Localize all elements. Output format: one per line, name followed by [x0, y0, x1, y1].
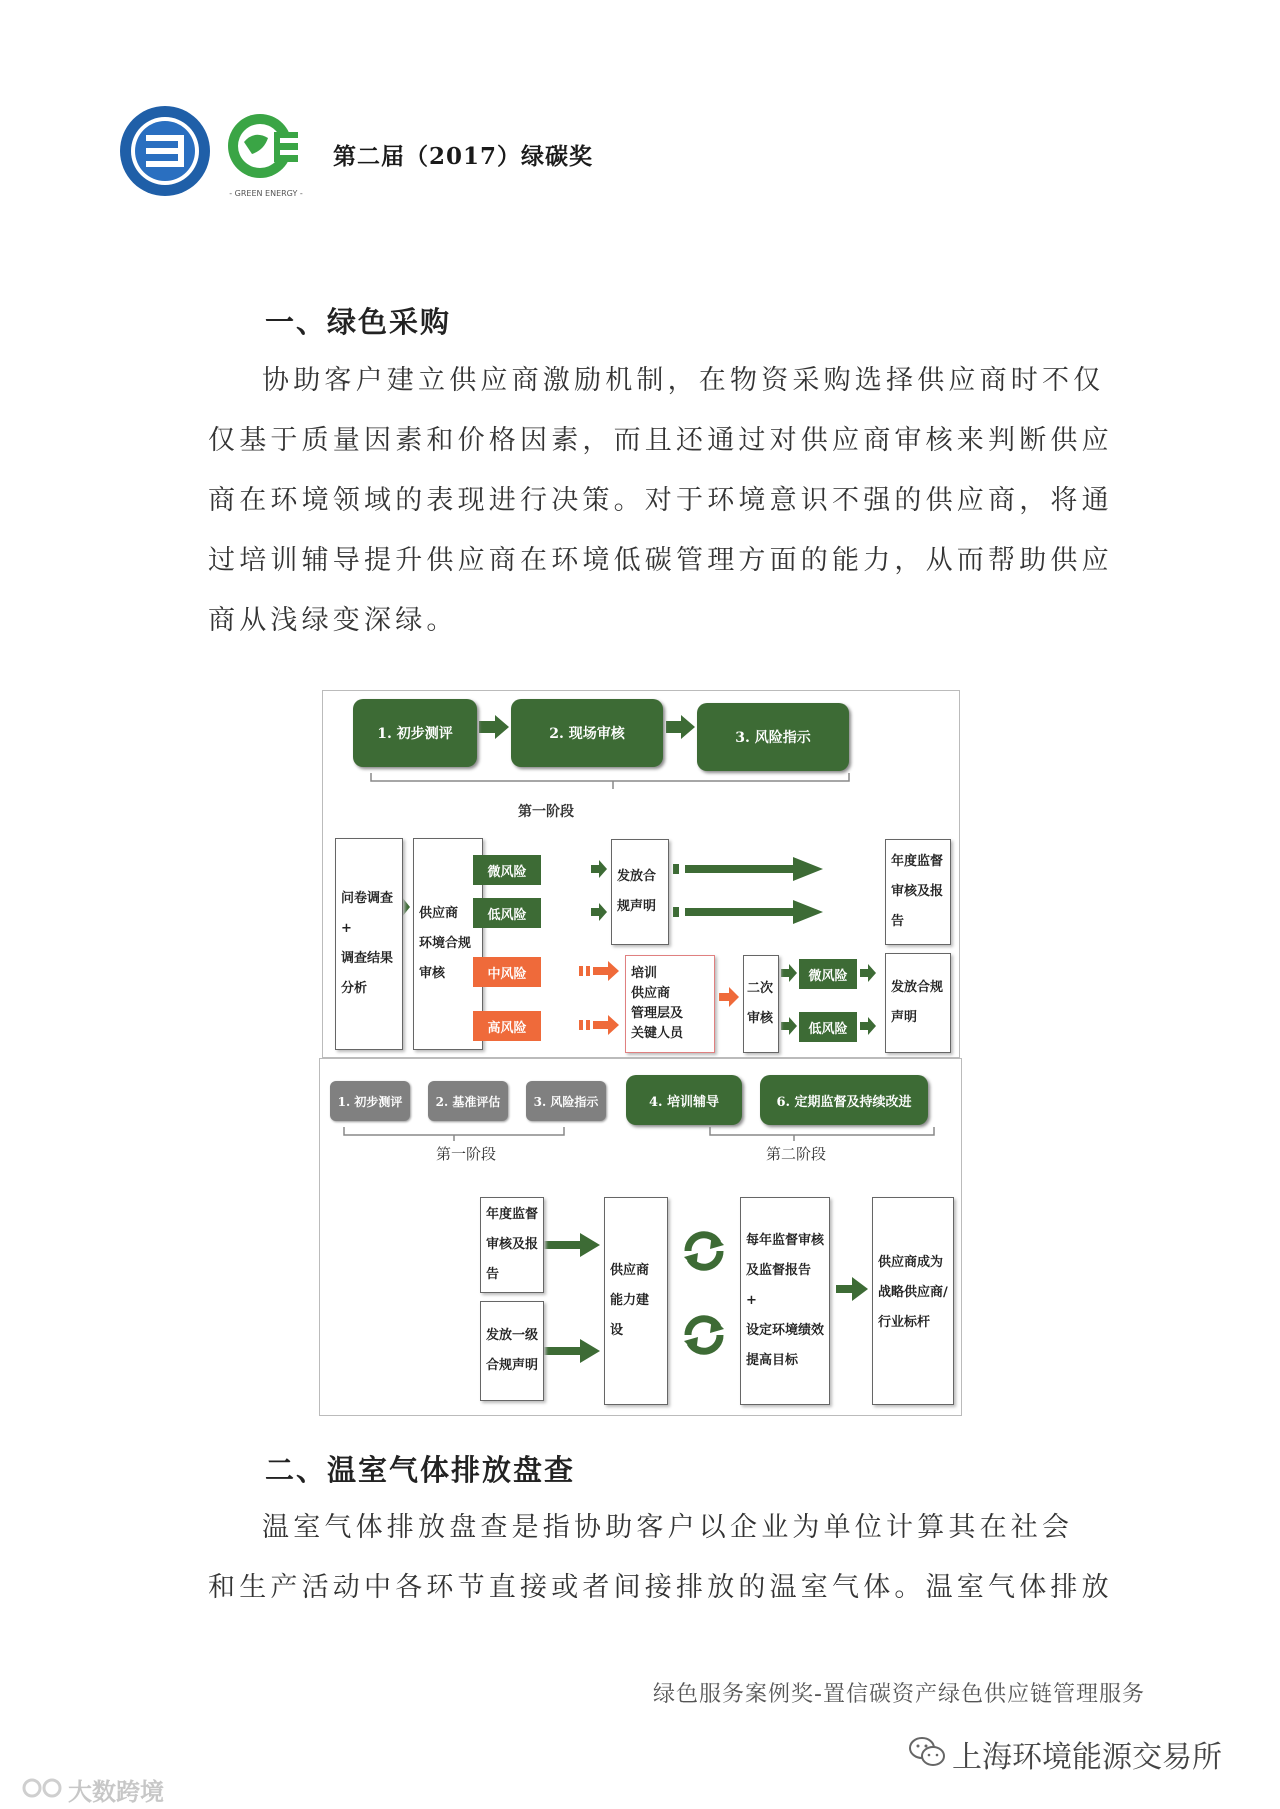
- para1-line: 商从浅绿变深绿。: [208, 605, 458, 636]
- header-title: 第二届（2017）绿碳奖: [333, 143, 594, 170]
- logo2-caption: - GREEN ENERGY -: [229, 189, 303, 198]
- flow2-yearly-report-text: 每年监督审核 及监督报告 + 设定环境绩效 提高目标: [746, 1233, 825, 1368]
- para1-line: 协助客户建立供应商激励机制，在物资采购选择供应商时不仅: [262, 365, 1105, 396]
- flow2-strategic-box: [872, 1197, 954, 1405]
- risk-micro2-chip: 微风险: [799, 959, 857, 989]
- cycle-icon: [682, 1313, 726, 1357]
- risk-low-chip: 低风险: [473, 898, 541, 928]
- cycle-icon: [682, 1229, 726, 1273]
- flow2-step-3: 3. 风险指示: [526, 1081, 606, 1121]
- para2-line: 和生产活动中各环节直接或者间接排放的温室气体。温室气体排放: [208, 1572, 1113, 1603]
- para1-line: 仅基于质量因素和价格因素，而且还通过对供应商审核来判断供应: [208, 425, 1113, 456]
- watermark-logo-icon: [22, 1774, 64, 1802]
- supplier-audit-text: 供应商 环境合规 审核: [419, 906, 472, 981]
- flow1-stage-label: 第一阶段: [518, 804, 574, 820]
- risk-low2-chip: 低风险: [799, 1012, 857, 1042]
- flow1-step-1: 1. 初步测评: [353, 699, 477, 767]
- flow1-step-2: 2. 现场审核: [511, 699, 663, 767]
- flow2-annual-box: [480, 1197, 544, 1293]
- issue-compliance2-box: [885, 953, 951, 1053]
- flow2-step-4: 4. 培训辅导: [626, 1075, 742, 1125]
- footer-caption: 绿色服务案例奖-置信碳资产绿色供应链管理服务: [653, 1682, 1145, 1707]
- flow2-step-1: 1. 初步测评: [330, 1081, 410, 1121]
- flow2-first-level-text: 发放一级 合规声明: [486, 1328, 539, 1373]
- flow1-step-3: 3. 风险指示: [697, 703, 849, 771]
- wechat-icon: [908, 1736, 946, 1768]
- watermark-exchange: 上海环境能源交易所: [952, 1740, 1222, 1775]
- para1-line: 商在环境领域的表现进行决策。对于环境意识不强的供应商，将通: [208, 485, 1113, 516]
- section1-heading: 一、绿色采购: [265, 305, 452, 339]
- flow2-annual-text: 年度监督 审核及报 告: [486, 1207, 539, 1282]
- para1-line: 过培训辅导提升供应商在环境低碳管理方面的能力，从而帮助供应: [208, 545, 1113, 576]
- risk-mid-chip: 中风险: [473, 957, 541, 987]
- flow2-capacity-text: 供应商 能力建 设: [610, 1263, 650, 1338]
- annual-monitor-text: 年度监督 审核及报 告: [891, 854, 944, 929]
- section2-heading: 二、温室气体排放盘查: [265, 1453, 576, 1487]
- flow2-strategic-text: 供应商成为 战略供应商/ 行业标杆: [878, 1255, 948, 1330]
- watermark-left: 大数跨境: [68, 1778, 164, 1806]
- second-audit-box: [743, 955, 779, 1053]
- issue-compliance-box: [611, 839, 669, 945]
- training-text: 培训 供应商 管理层及 关键人员: [631, 966, 684, 1041]
- exchange-logo: [118, 104, 212, 198]
- risk-micro-chip: 微风险: [473, 855, 541, 885]
- flowchart-2: [319, 1058, 962, 1416]
- flow2-stage1-label: 第一阶段: [436, 1145, 497, 1163]
- flow2-stage2-label: 第二阶段: [766, 1145, 827, 1163]
- green-energy-logo: [224, 108, 308, 204]
- second-audit-text: 二次 审核: [747, 981, 774, 1026]
- issue-compliance2-text: 发放合规 声明: [891, 980, 944, 1025]
- training-box: [625, 955, 715, 1053]
- survey-text: 问卷调查 + 调查结果 分析: [341, 891, 394, 996]
- issue-compliance-text: 发放合 规声明: [617, 869, 657, 914]
- flow2-capacity-box: [604, 1197, 668, 1405]
- survey-box: [335, 838, 403, 1050]
- flow2-step-5: 6. 定期监督及持续改进: [760, 1075, 928, 1125]
- flowchart-1: [322, 690, 960, 1058]
- section2-paragraph: [208, 1498, 1113, 1618]
- risk-high-chip: 高风险: [473, 1011, 541, 1041]
- annual-monitor-box: [885, 839, 951, 945]
- flow2-first-level-box: [480, 1301, 544, 1401]
- section1-paragraph: [208, 351, 1113, 651]
- flow2-yearly-report-box: [740, 1197, 830, 1405]
- para2-line: 温室气体排放盘查是指协助客户以企业为单位计算其在社会: [262, 1512, 1074, 1543]
- flow2-step-2: 2. 基准评估: [428, 1081, 508, 1121]
